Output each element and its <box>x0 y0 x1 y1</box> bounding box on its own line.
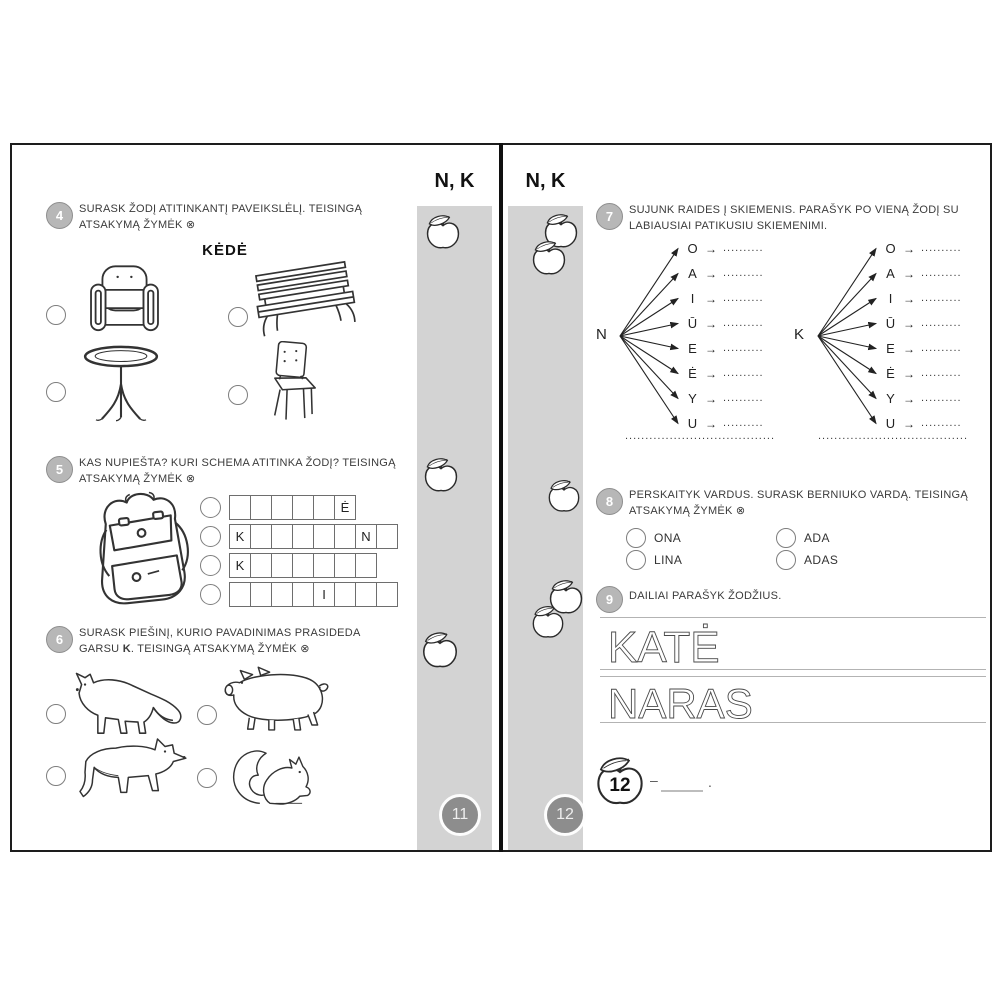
schema-row <box>200 582 398 606</box>
task-9-badge: 9 <box>596 586 623 613</box>
schema-cell[interactable] <box>376 582 398 607</box>
arrow-icon: → <box>903 366 915 381</box>
write-dots[interactable]: .......... <box>723 317 764 329</box>
syllable-row <box>686 386 764 411</box>
answer-circle[interactable] <box>46 704 66 724</box>
schema-cell[interactable]: Ė <box>334 495 356 520</box>
footer-period: . <box>708 774 712 790</box>
answer-circle[interactable] <box>200 497 221 518</box>
write-dots[interactable]: .......... <box>723 267 764 279</box>
task-6-text: SURASK PIEŠINĮ, KURIO PAVADINIMAS PRASIDEDA GARSU <box>79 627 360 655</box>
schema-list <box>200 495 398 611</box>
task-4-instruction: SURASK ŽODĮ ATITINKANTĮ PAVEIKSLĖLĮ. TEISINGĄ ATSAKYMĄ ŽYMĖK ⊗ <box>79 203 363 231</box>
schema-cell[interactable] <box>250 495 272 520</box>
schema-cell[interactable] <box>250 553 272 578</box>
arrow-icon: → <box>903 241 915 256</box>
backpack-icon <box>76 488 206 614</box>
vowel-letter: Ė <box>886 366 895 381</box>
syllable-row <box>884 236 962 261</box>
arrow-icon: → <box>705 266 717 281</box>
schema-row <box>200 553 398 577</box>
syllable-row <box>884 336 962 361</box>
schema-cell[interactable]: I <box>313 582 335 607</box>
schema-cell[interactable] <box>313 495 335 520</box>
footer-dash: – <box>650 772 658 788</box>
schema-cell[interactable] <box>271 495 293 520</box>
vowel-letter: Ū <box>885 316 896 331</box>
answer-circle[interactable] <box>228 385 248 405</box>
schema-cell[interactable] <box>250 524 272 549</box>
schema-cell[interactable] <box>376 524 398 549</box>
arrow-icon: → <box>903 416 915 431</box>
right-page-letters-header: N, K <box>525 170 566 192</box>
arrow-icon: → <box>705 391 717 406</box>
schema-cell[interactable] <box>229 495 251 520</box>
schema-cell[interactable]: K <box>229 524 251 549</box>
syllable-row <box>686 361 764 386</box>
vowel-letter: I <box>690 291 695 306</box>
apple-icon <box>423 212 463 252</box>
table-icon <box>62 344 180 424</box>
vowel-letter: U <box>687 416 698 431</box>
answer-circle[interactable] <box>776 528 796 548</box>
answer-circle[interactable] <box>46 766 66 786</box>
answer-dots-line[interactable]: ..................................... <box>817 430 969 442</box>
syllable-row <box>884 311 962 336</box>
squirrel-icon <box>222 736 318 808</box>
vowel-letter: O <box>687 241 698 256</box>
vowel-letter: Y <box>688 391 697 406</box>
syllable-diagram-n <box>592 236 782 436</box>
task-4-word: KĖDĖ <box>202 242 248 259</box>
vowel-letter: E <box>688 341 697 356</box>
vowel-letter: Ū <box>687 316 698 331</box>
write-dots[interactable]: .......... <box>723 392 764 404</box>
wolf-icon <box>70 734 190 804</box>
schema-cell[interactable] <box>355 553 377 578</box>
write-dots[interactable]: .......... <box>723 292 764 304</box>
task-5-badge: 5 <box>46 456 73 483</box>
name-option-label: LINA <box>654 553 683 567</box>
schema-cell[interactable] <box>355 582 377 607</box>
arrow-icon: → <box>705 341 717 356</box>
footer-write-line[interactable] <box>661 790 703 792</box>
fox-icon <box>66 670 192 740</box>
schema-cell[interactable] <box>292 553 314 578</box>
task-7-badge: 7 <box>596 203 623 230</box>
syllable-row <box>884 386 962 411</box>
arrow-icon: → <box>705 291 717 306</box>
write-dots[interactable]: .......... <box>921 417 962 429</box>
right-page-band <box>508 206 583 850</box>
arrow-icon: → <box>705 316 717 331</box>
write-dots[interactable]: .......... <box>921 367 962 379</box>
answer-circle[interactable] <box>197 768 217 788</box>
schema-cell[interactable] <box>271 582 293 607</box>
answer-circle[interactable] <box>626 550 646 570</box>
write-dots[interactable]: .......... <box>921 242 962 254</box>
schema-cell[interactable] <box>271 524 293 549</box>
page-number-left: 11 <box>439 794 481 836</box>
answer-circle[interactable] <box>200 555 221 576</box>
write-dots[interactable]: .......... <box>723 342 764 354</box>
answer-circle[interactable] <box>626 528 646 548</box>
answer-circle[interactable] <box>776 550 796 570</box>
answer-circle[interactable] <box>200 584 221 605</box>
points-number: 12 <box>609 775 631 796</box>
trace-word: KATĖ <box>608 623 720 669</box>
syllable-row <box>686 261 764 286</box>
schema-cell[interactable] <box>313 524 335 549</box>
schema-cell[interactable] <box>334 524 356 549</box>
schema-cell[interactable] <box>334 582 356 607</box>
task-9-instruction: DAILIAI PARAŠYK ŽODŽIUS. <box>629 590 782 602</box>
vowel-letter: O <box>885 241 896 256</box>
answer-dots-line[interactable]: ..................................... <box>624 430 776 442</box>
schema-cell[interactable] <box>250 582 272 607</box>
answer-circle[interactable] <box>197 705 217 725</box>
arrow-icon: → <box>903 291 915 306</box>
task-4-badge: 4 <box>46 202 73 229</box>
schema-cell[interactable]: N <box>355 524 377 549</box>
answer-circle[interactable] <box>46 305 66 325</box>
spine-divider <box>499 143 503 852</box>
task-5-instruction: KAS NUPIEŠTA? KURI SCHEMA ATITINKA ŽODĮ? TEISINGĄ ATSAKYMĄ ŽYMĖK ⊗ <box>79 457 396 485</box>
arrow-icon: → <box>903 316 915 331</box>
vowel-letter: E <box>886 341 895 356</box>
armchair-icon <box>72 264 177 334</box>
diagram-root-letter: N <box>596 326 607 343</box>
write-dots[interactable]: .......... <box>723 417 764 429</box>
schema-cell[interactable] <box>292 582 314 607</box>
write-dots[interactable]: .......... <box>921 317 962 329</box>
bench-icon <box>250 260 360 338</box>
apple-icon <box>529 238 569 278</box>
vowel-letter: U <box>885 416 896 431</box>
schema-row <box>200 524 398 548</box>
write-dots[interactable]: .......... <box>921 292 962 304</box>
apple-icon <box>545 477 583 515</box>
schema-row <box>200 495 398 519</box>
task-8-instruction: PERSKAITYK VARDUS. SURASK BERNIUKO VARDĄ. TEISINGĄ ATSAKYMĄ ŽYMĖK ⊗ <box>629 489 968 517</box>
write-dots[interactable]: .......... <box>921 392 962 404</box>
syllable-row <box>884 261 962 286</box>
arrow-icon: → <box>903 391 915 406</box>
syllable-row <box>686 336 764 361</box>
chair-icon <box>252 341 332 423</box>
left-page-letters-header: N, K <box>434 170 475 192</box>
syllable-row <box>686 311 764 336</box>
vowel-letter: A <box>886 266 895 281</box>
name-option-label: ADAS <box>804 553 839 567</box>
writing-line[interactable] <box>600 676 986 723</box>
vowel-letter: A <box>688 266 697 281</box>
vowel-letter: Ė <box>688 366 697 381</box>
apple-icon <box>419 629 461 671</box>
arrow-icon: → <box>903 341 915 356</box>
syllable-row <box>884 361 962 386</box>
task-8-badge: 8 <box>596 488 623 515</box>
schema-cell[interactable] <box>292 524 314 549</box>
answer-circle[interactable] <box>228 307 248 327</box>
diagram-root-letter: K <box>794 326 805 343</box>
schema-cell[interactable] <box>334 553 356 578</box>
schema-cell[interactable] <box>313 553 335 578</box>
answer-circle[interactable] <box>200 526 221 547</box>
schema-cell[interactable]: K <box>229 553 251 578</box>
vowel-letter: Y <box>886 391 895 406</box>
write-dots[interactable]: .......... <box>921 342 962 354</box>
task-6-bold-letter: K <box>122 642 131 655</box>
task-6-text: . TEISINGĄ ATSAKYMĄ ŽYMĖK ⊗ <box>130 642 310 655</box>
syllable-row <box>686 286 764 311</box>
arrow-icon: → <box>903 266 915 281</box>
task-7-instruction: SUJUNK RAIDES Į SKIEMENIS. PARAŠYK PO VIENĄ ŽODĮ SU LABIAUSIAI PATIKUSIU SKIEMENIMI. <box>629 204 959 232</box>
page-number-right: 12 <box>544 794 586 836</box>
schema-cell[interactable] <box>271 553 293 578</box>
pig-icon <box>220 666 338 732</box>
trace-word: NARAS <box>608 680 753 722</box>
schema-cell[interactable] <box>292 495 314 520</box>
name-option-label: ONA <box>654 531 682 545</box>
schema-cell[interactable] <box>229 582 251 607</box>
write-dots[interactable]: .......... <box>723 242 764 254</box>
syllable-diagram-k <box>790 236 980 436</box>
left-page-band <box>417 206 492 850</box>
writing-line[interactable] <box>600 617 986 670</box>
syllable-row <box>884 286 962 311</box>
vowel-letter: I <box>888 291 893 306</box>
points-apple <box>592 753 648 809</box>
arrow-icon: → <box>705 366 717 381</box>
apple-icon <box>529 603 567 641</box>
arrow-icon: → <box>705 241 717 256</box>
syllable-row <box>686 236 764 261</box>
write-dots[interactable]: .......... <box>723 367 764 379</box>
write-dots[interactable]: .......... <box>921 267 962 279</box>
arrow-icon: → <box>705 416 717 431</box>
task-6-instruction <box>79 626 391 657</box>
name-option-label: ADA <box>804 531 830 545</box>
task-6-badge: 6 <box>46 626 73 653</box>
